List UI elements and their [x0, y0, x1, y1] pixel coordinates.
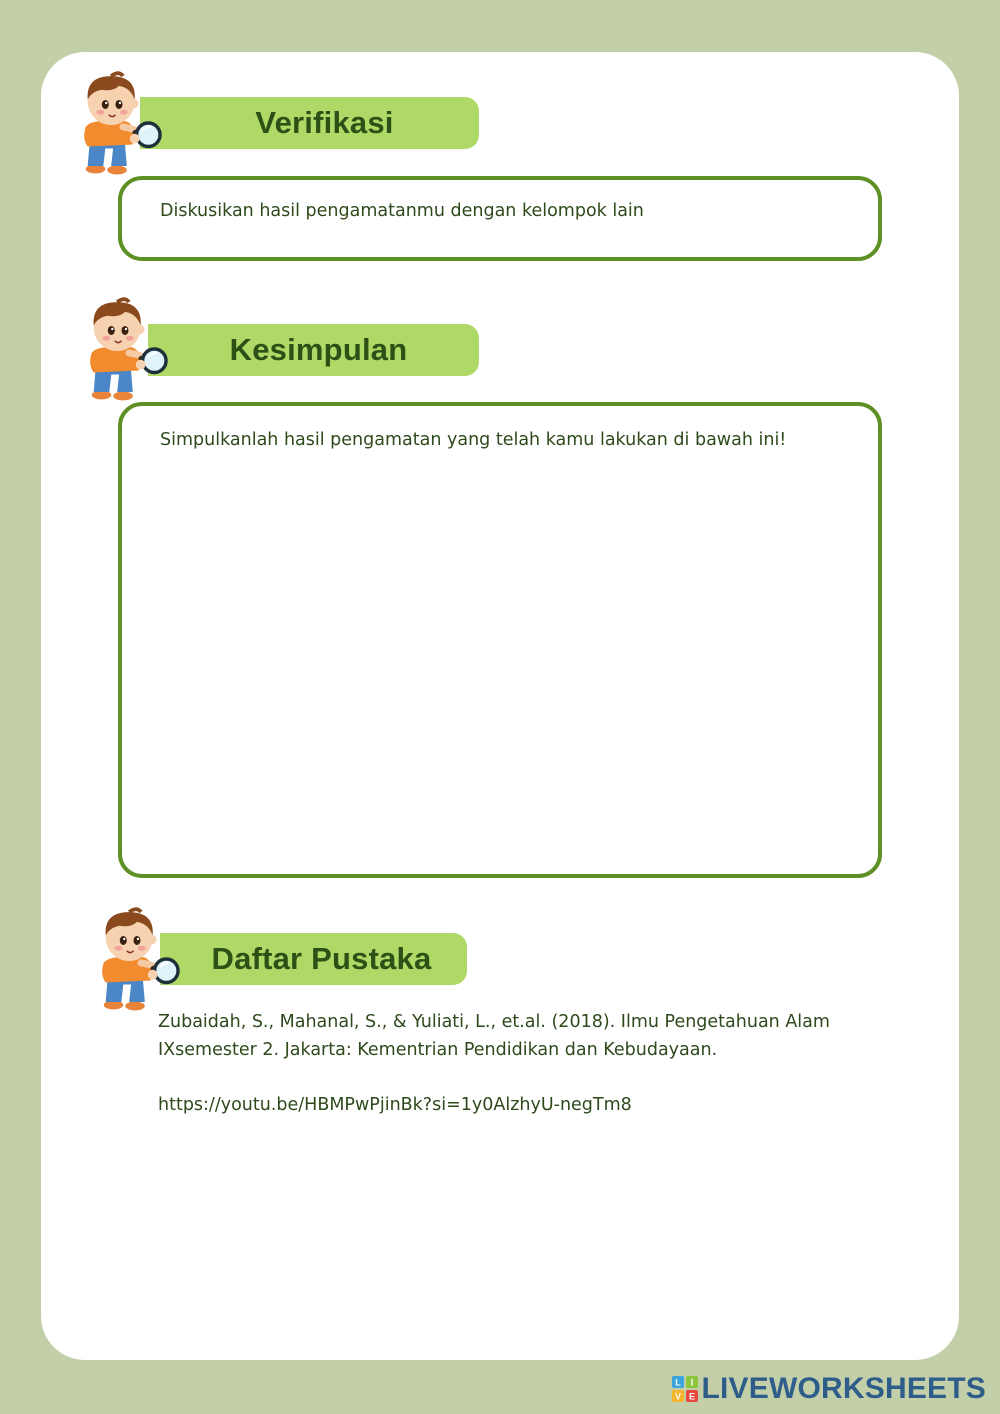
kesimpulan-answer-box[interactable]: [118, 402, 882, 878]
kesimpulan-instruction: Simpulkanlah hasil pengamatan yang telah kamu lakukan di bawah ini!: [160, 430, 787, 450]
liveworksheets-logo-icon: [672, 1376, 698, 1402]
logo-letter: L: [674, 1377, 681, 1388]
logo-letter: E: [688, 1391, 695, 1402]
kesimpulan-title: Kesimpulan: [229, 332, 408, 367]
kesimpulan-title-banner: [148, 324, 479, 376]
detective-kid-icon: [74, 70, 162, 178]
daftar-pustaka-title-banner: [160, 933, 467, 985]
reference-entry: Zubaidah, S., Mahanal, S., & Yuliati, L., et.al. (2018). Ilmu Pengetahuan Alam IXsemester 2. Jakarta: Kementrian Pendidikan dan Kebudayaan.: [158, 1012, 830, 1060]
brand-name: LIVEWORKSHEETS: [701, 1372, 986, 1405]
reference-link[interactable]: https://youtu.be/HBMPwPjinBk?si=1y0AlzhyU-negTm8: [158, 1095, 632, 1115]
detective-kid-icon: [80, 296, 168, 404]
logo-letter: V: [674, 1391, 681, 1402]
daftar-pustaka-title: Daftar Pustaka: [211, 941, 432, 976]
liveworksheets-logo: [672, 1372, 987, 1406]
verifikasi-instruction: Diskusikan hasil pengamatanmu dengan kelompok lain: [160, 201, 644, 221]
verifikasi-title: Verifikasi: [255, 105, 394, 140]
logo-letter: I: [690, 1377, 693, 1388]
verifikasi-title-banner: [140, 97, 479, 149]
detective-kid-icon: [92, 906, 180, 1014]
verifikasi-box: [118, 176, 882, 261]
